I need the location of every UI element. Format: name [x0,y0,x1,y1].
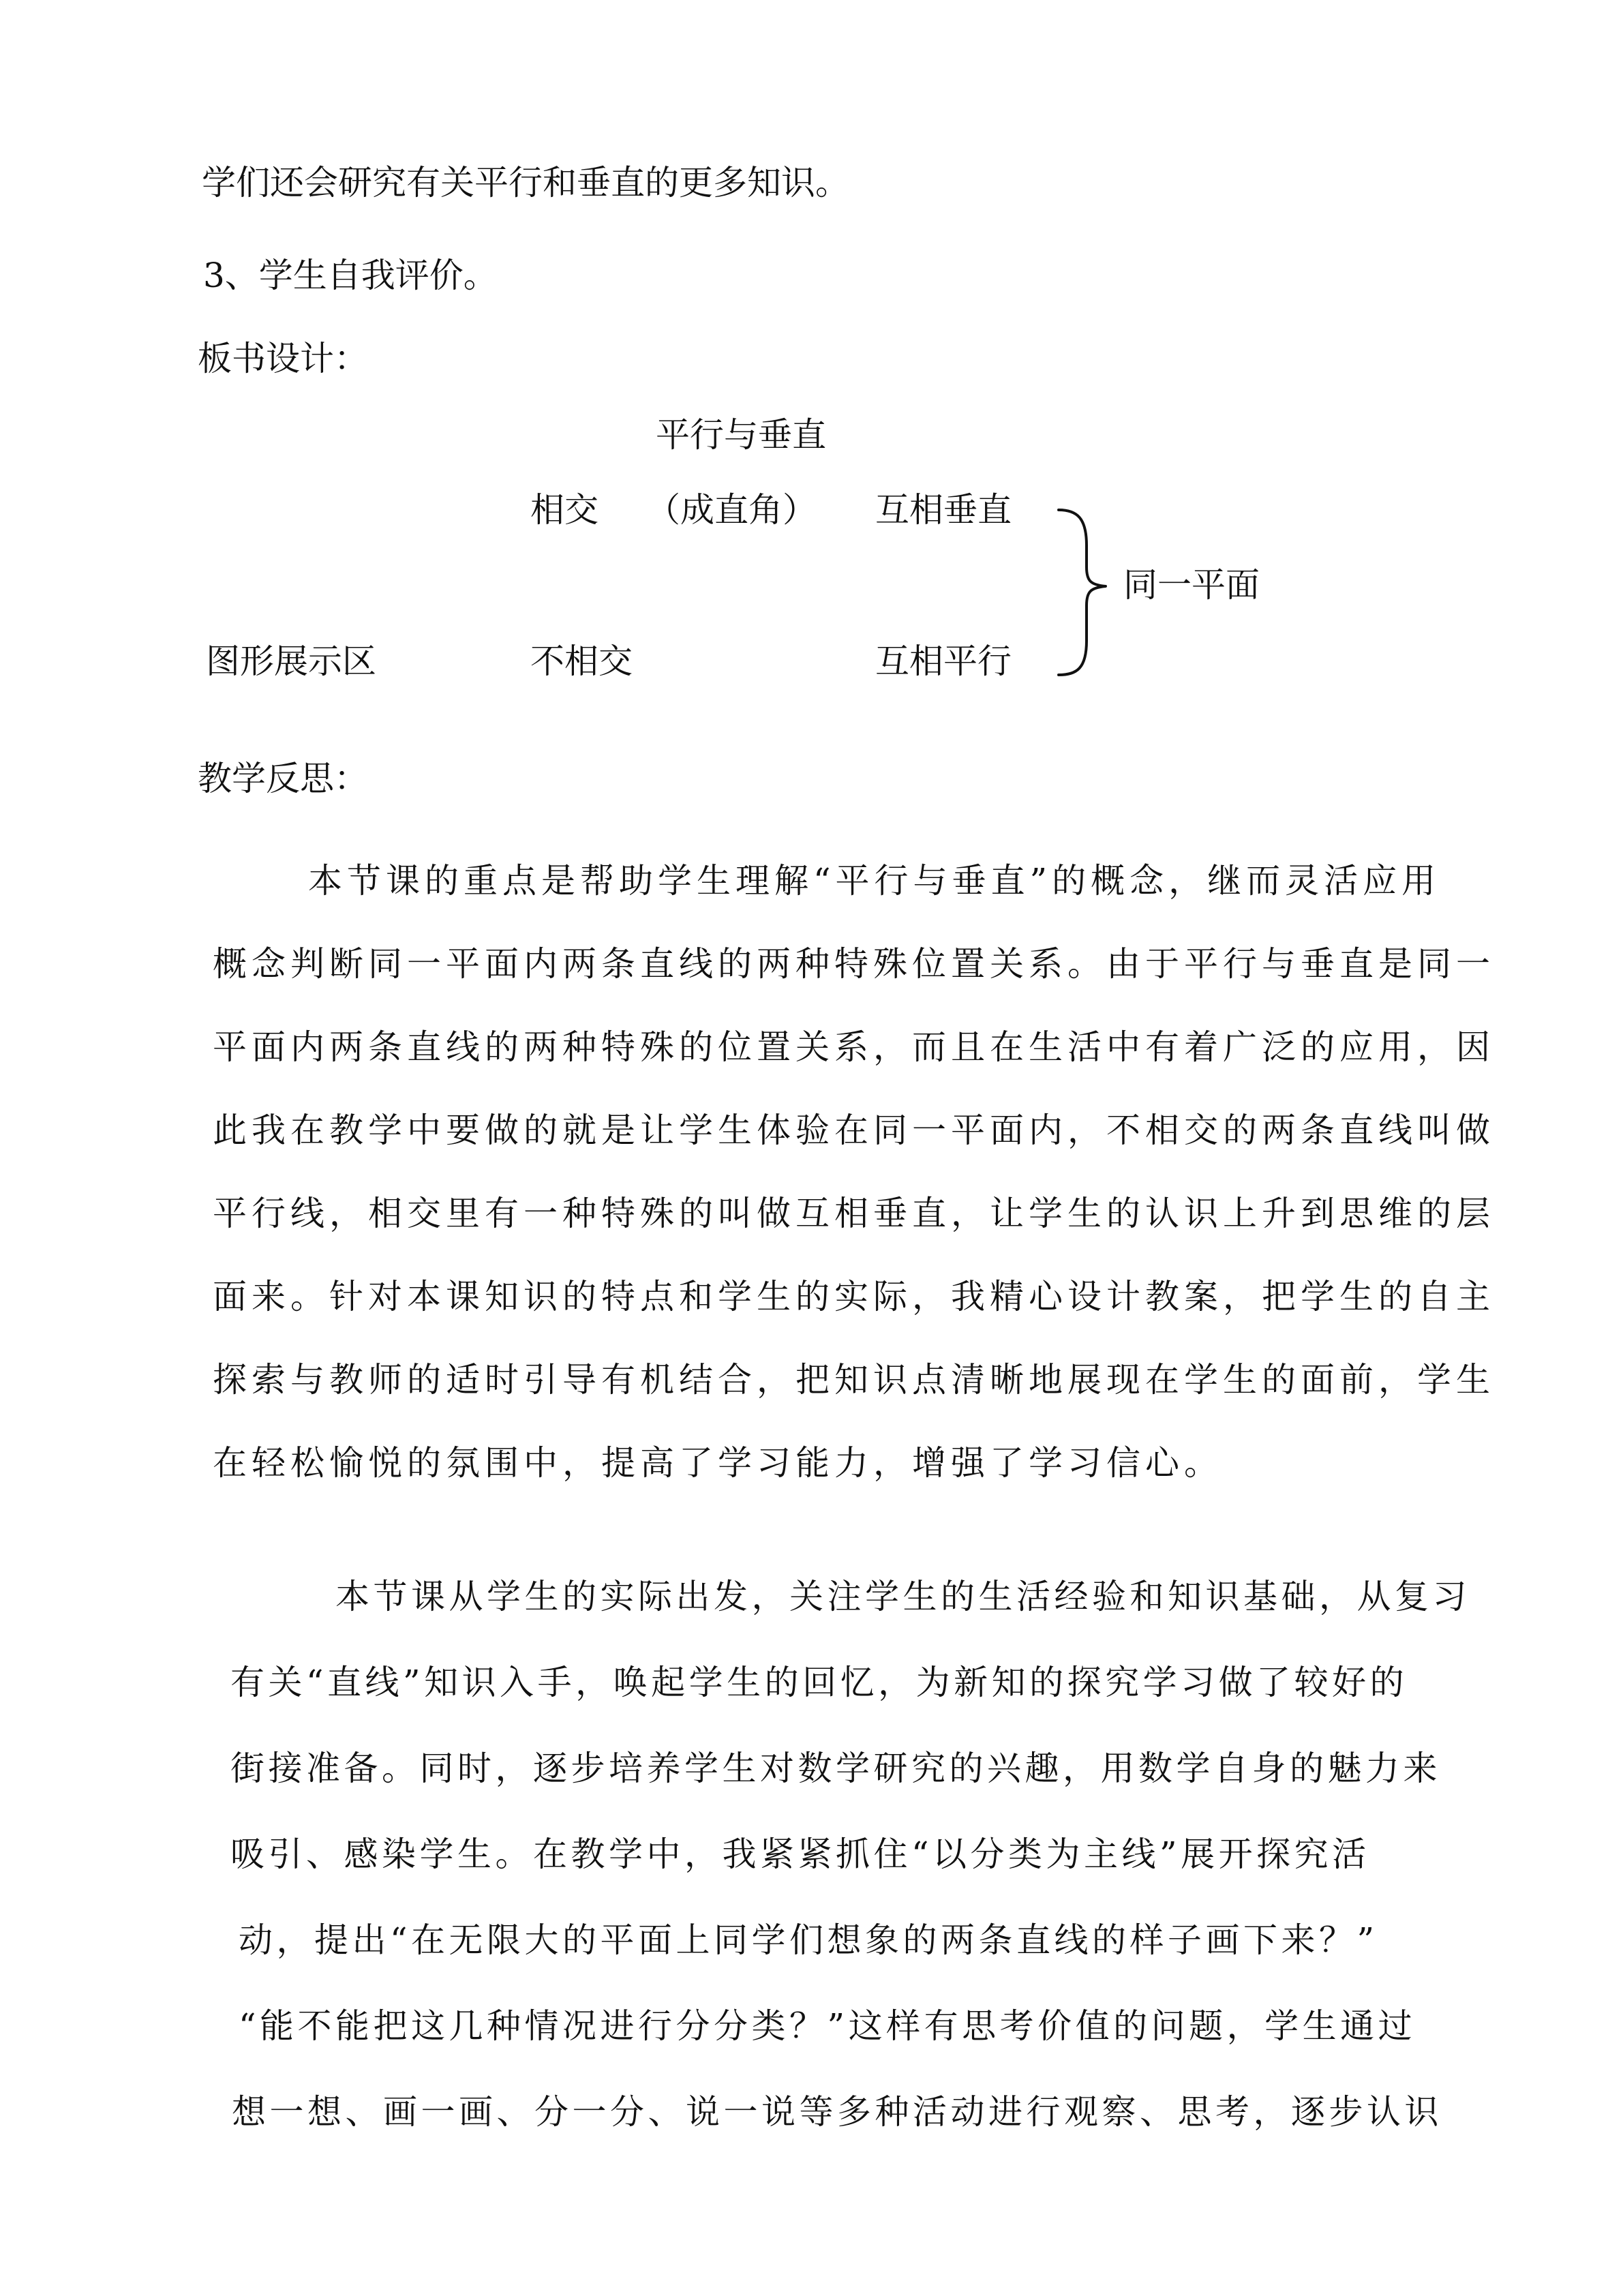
board-row2-result: 互相平行 [875,641,1012,681]
paragraph-line: 吸引、感染学生。在教学中，我紧紧抓住“以分类为主线”展开探究活 [230,1834,1370,1874]
paragraph-line: “能不能把这几种情况进行分分类？”这样有思考价值的问题，学生通过 [239,2006,1416,2046]
paragraph-line: 本节课的重点是帮助学生理解“平行与垂直”的概念，继而灵活应用 [308,861,1441,901]
paragraph-line: 此我在教学中要做的就是让学生体验在同一平面内，不相交的两条直线叫做 [213,1111,1495,1150]
paragraph-line: 平面内两条直线的两种特殊的位置关系，而且在生活中有着广泛的应用，因 [213,1027,1495,1067]
paragraph-line: 有关“直线”知识入手，唤起学生的回忆，为新知的探究学习做了较好的 [230,1663,1408,1702]
paragraph-line: 探索与教师的适时引导有机结合，把知识点清晰地展现在学生的面前，学生 [213,1360,1495,1400]
paragraph-line: 想一想、画一画、分一分、说一说等多种活动进行观察、思考，逐步认识 [232,2092,1442,2132]
board-group-label: 同一平面 [1123,565,1260,605]
paragraph-line: 动，提出“在无限大的平面上同学们想象的两条直线的样子画下来？” [239,1920,1378,1960]
paragraph-line: 在轻松愉悦的氛围中，提高了学习能力，增强了学习信心。 [213,1443,1223,1483]
board-row2-label: 图形展示区 [206,641,376,681]
board-heading: 板书设计： [198,339,368,378]
intro-continuation: 学们还会研究有关平行和垂直的更多知识。 [202,163,849,202]
board-row1-result: 互相垂直 [875,490,1012,530]
board-title: 平行与垂直 [656,415,826,455]
board-row1-note: （成直角） [646,490,817,530]
paragraph-line: 本节课从学生的实际出发，关注学生的生活经验和知识基础，从复习 [335,1577,1470,1616]
paragraph-line: 街接准备。同时，逐步培养学生对数学研究的兴趣，用数学自身的魅力来 [230,1749,1441,1788]
paragraph-line: 概念判断同一平面内两条直线的两种特殊位置关系。由于平行与垂直是同一 [213,944,1495,984]
reflection-heading: 教学反思： [198,759,368,798]
paragraph-line: 面来。针对本课知识的特点和学生的实际，我精心设计教案，把学生的自主 [213,1277,1495,1316]
paragraph-line: 平行线，相交里有一种特殊的叫做互相垂直，让学生的认识上升到思维的层 [213,1194,1495,1233]
board-row1-cause: 相交 [530,490,598,530]
list-item-3: 3、学生自我评价。 [203,256,498,295]
board-row2-cause: 不相交 [530,641,633,681]
